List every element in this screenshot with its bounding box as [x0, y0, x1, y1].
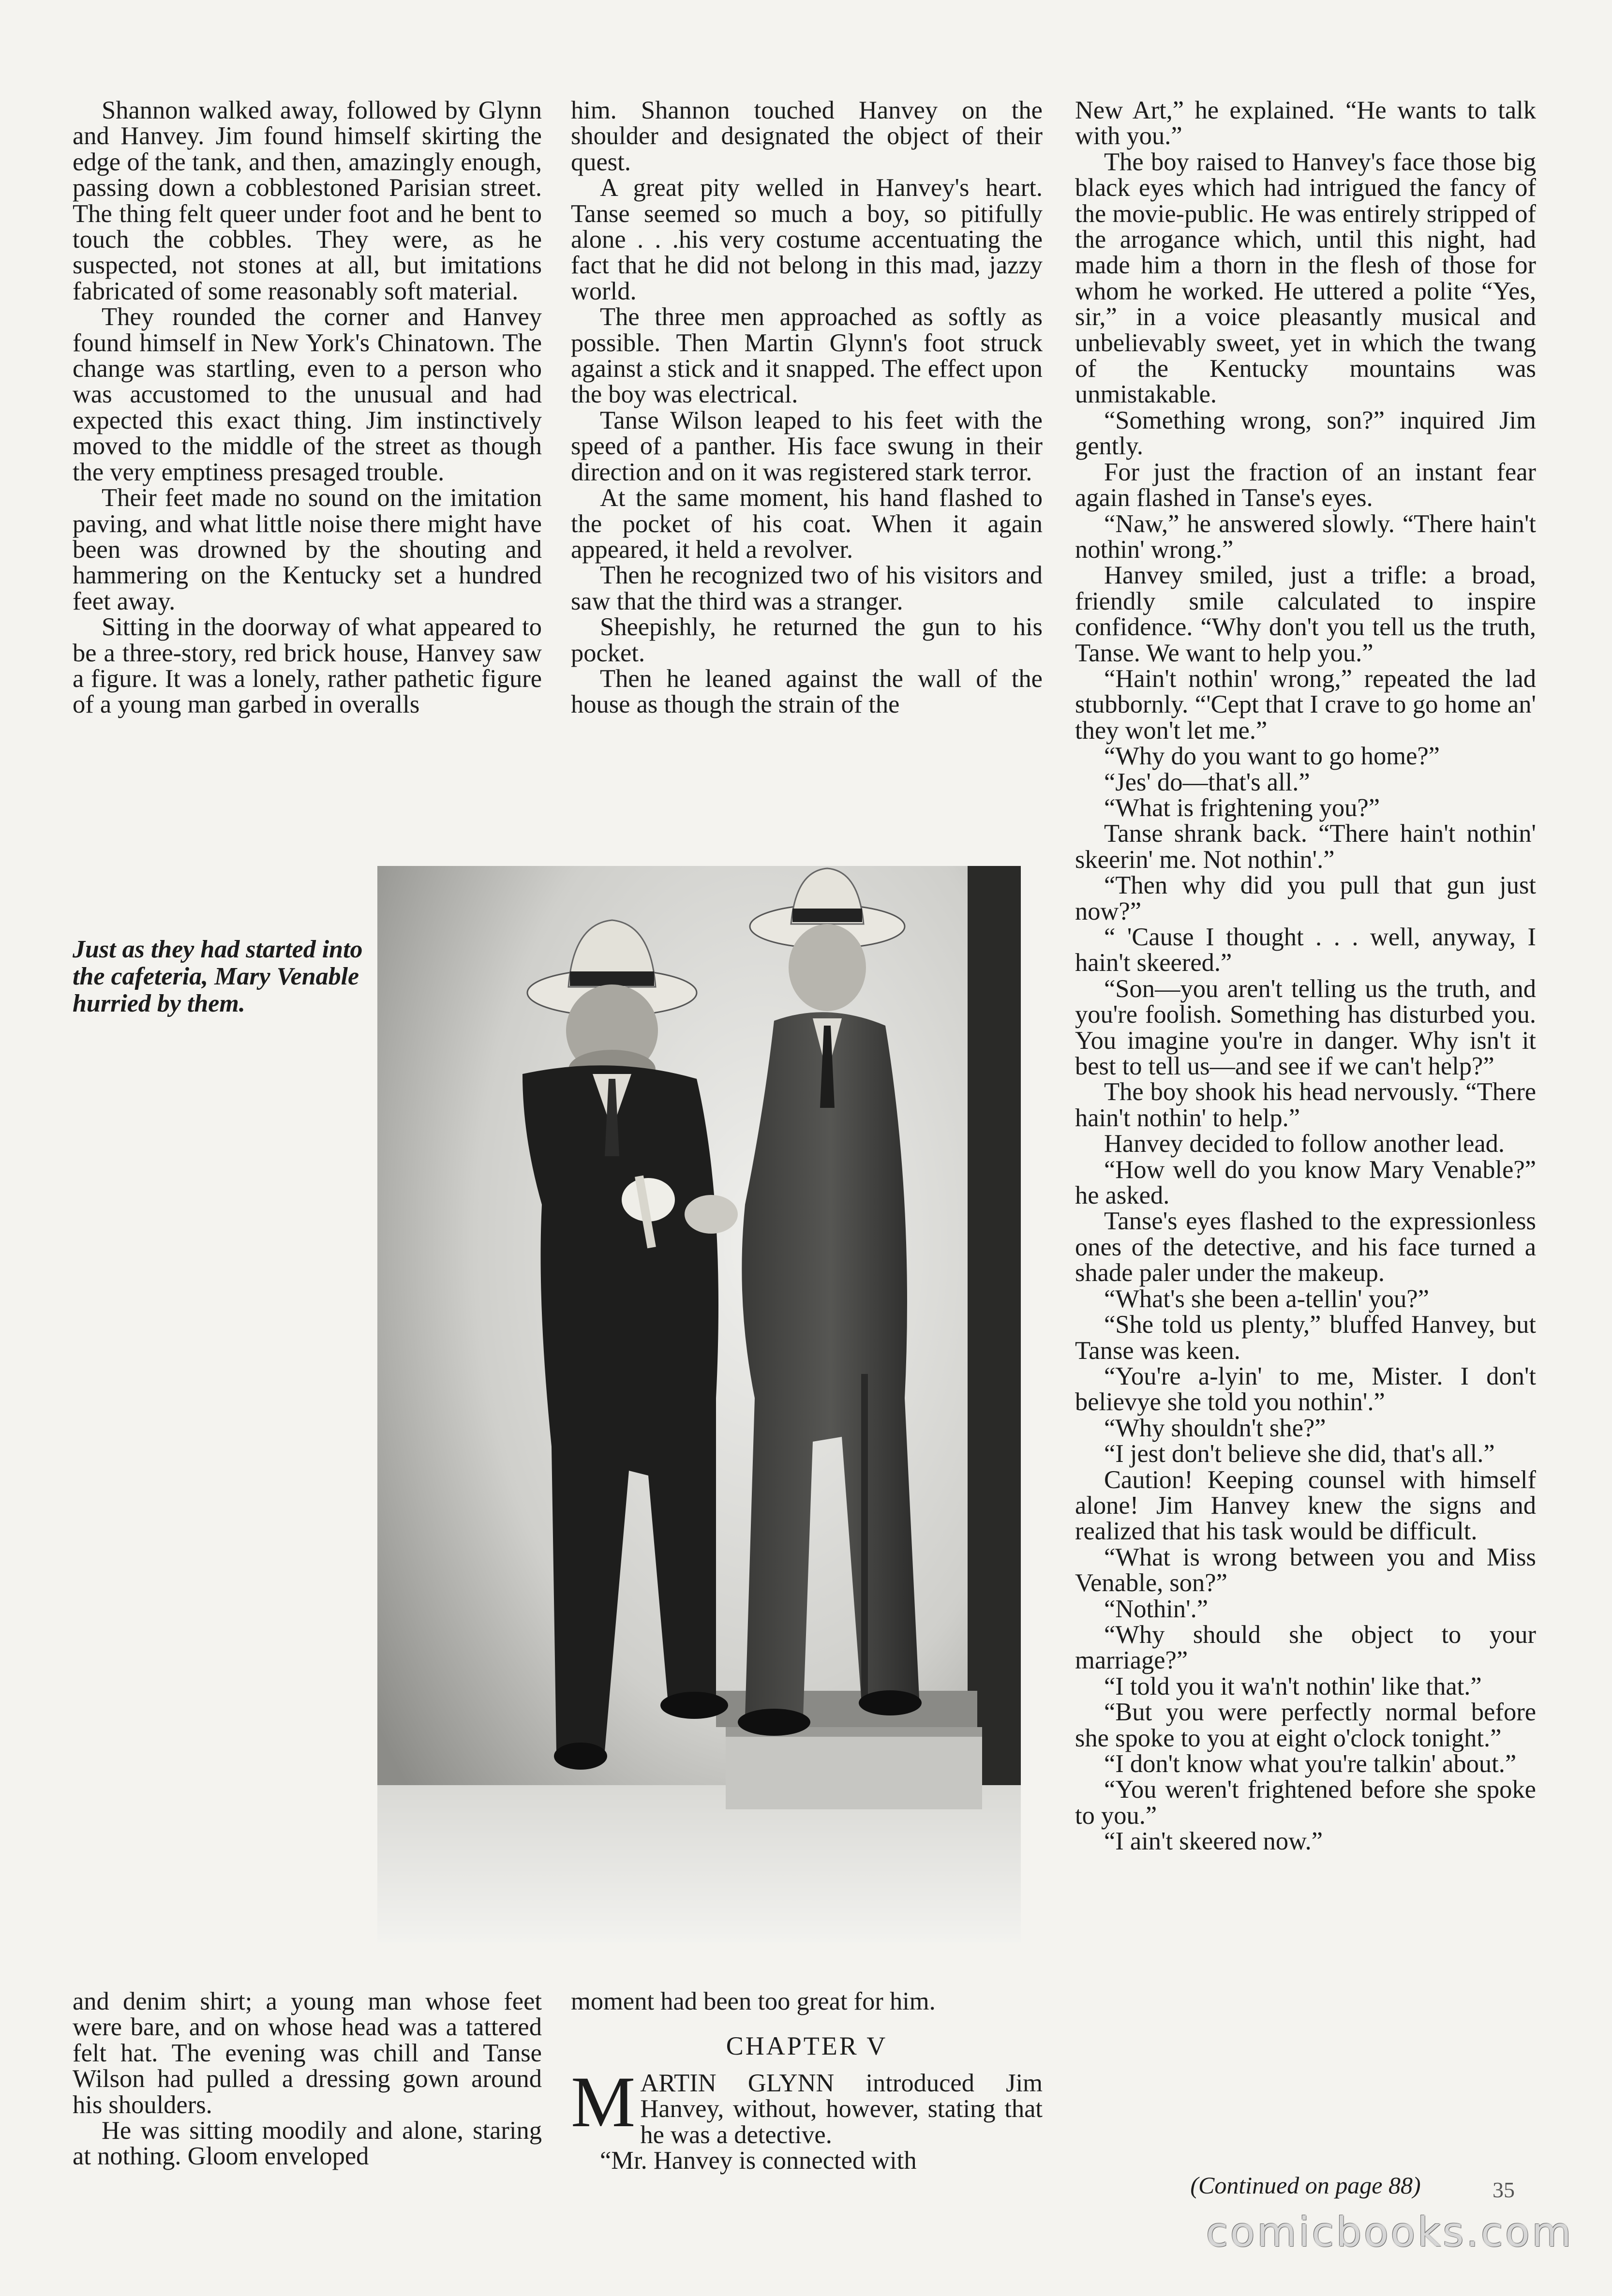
- paragraph: “Hain't nothin' wrong,” repeated the lad stubbornly. “'Cept that I crave to go home an' they won't let me.”: [1075, 664, 1536, 745]
- paragraph: Shannon walked away, followed by Glynn and Hanvey. Jim found himself skirting the edge of the tank, and then, amazingly enough, passing down a cobblestoned Parisian street. The thing felt queer under foot and he bent to touch the cobbles. They were, as he suspected, not stones at all, but imitations fabricated of some reasonably soft material.: [73, 96, 542, 305]
- paragraph: “I ain't skeered now.”: [1104, 1827, 1323, 1856]
- page-number: 35: [1493, 2177, 1515, 2202]
- photograph: [377, 866, 1021, 1942]
- paragraph: “Mr. Hanvey is connected with: [600, 2147, 917, 2175]
- paragraph: Tanse's eyes flashed to the expressionless ones of the detective, and his face turned a shade paler under the makeup.: [1075, 1207, 1536, 1287]
- paragraph: “Son—you aren't telling us the truth, and you're foolish. Something has disturbed you. You imagine you're in danger. Why isn't it best to tell us—and see if we can't help?”: [1075, 974, 1536, 1081]
- drop-cap: M: [571, 2062, 636, 2142]
- paragraph: [571, 2062, 1043, 2149]
- paragraph: For just the fraction of an instant fear again flashed in Tanse's eyes.: [1075, 458, 1536, 512]
- paragraph: “How well do you know Mary Venable?” he asked.: [1075, 1155, 1536, 1210]
- paragraph: At the same moment, his hand flashed to the pocket of his coat. When it again appeared, it held a revolver.: [571, 484, 1043, 564]
- column-1-continued: [73, 1989, 542, 2170]
- chapter-start: [571, 2062, 1043, 2175]
- paragraph: “Nothin'.”: [1104, 1595, 1209, 1623]
- column-2-continued: [571, 1989, 1043, 2014]
- paragraph: him. Shannon touched Hanvey on the shoulder and designated the object of their quest.: [571, 96, 1043, 176]
- paragraph: They rounded the corner and Hanvey found himself in New York's Chinatown. The change was startling, even to a person who was accustomed to the unusual and had expected this exact thing. Jim instinctively moved to the middle of the street as though the very emptiness presaged trouble.: [73, 303, 542, 486]
- paragraph: “Why do you want to go home?”: [1104, 742, 1440, 771]
- paragraph: The boy shook his head nervously. “There hain't nothin' to help.”: [1075, 1078, 1536, 1132]
- watermark-logo: comicbooks.com: [1206, 2208, 1573, 2256]
- paragraph: “But you were perfectly normal before she spoke to you at eight o'clock tonight.”: [1075, 1698, 1536, 1752]
- paragraph: and denim shirt; a young man whose feet were bare, and on whose head was a tattered felt hat. The evening was chill and Tanse Wilson had pulled a dressing gown around his shoulders.: [73, 1987, 542, 2119]
- paragraph: Caution! Keeping counsel with himself alone! Jim Hanvey knew the signs and realized that his task would be difficult.: [1075, 1465, 1536, 1546]
- paragraph: The boy raised to Hanvey's face those big black eyes which had intrigued the fancy of the movie-public. He was entirely stripped of the arrogance which, until this night, had made him a thorn in the flesh of those for whom he worked. He uttered a polite “Yes, sir,” in a voice pleasantly musical and unbelievably sweet, yet in which the twang of the Kentucky mountains was unmistakable.: [1075, 148, 1536, 409]
- paragraph: moment had been too great for him.: [571, 1987, 936, 2015]
- paragraph: “You weren't frightened before she spoke to you.”: [1075, 1775, 1536, 1830]
- paragraph: “She told us plenty,” bluffed Hanvey, but Tanse was keen.: [1075, 1311, 1536, 1365]
- paragraph: “ 'Cause I thought . . . well, anyway, I hain't skeered.”: [1075, 923, 1536, 977]
- paragraph: “You're a-lyin' to me, Mister. I don't believye she told you nothin'.”: [1075, 1362, 1536, 1416]
- paragraph: The three men approached as softly as possible. Then Martin Glynn's foot struck against a stick and it snapped. The effect upon the boy was electrical.: [571, 303, 1043, 409]
- column-3: [1075, 98, 1536, 1855]
- column-1: [73, 98, 542, 718]
- paragraph: “Something wrong, son?” inquired Jim gently.: [1075, 406, 1536, 461]
- paragraph: “Naw,” he answered slowly. “There hain't nothin' wrong.”: [1075, 509, 1536, 564]
- paragraph: A great pity welled in Hanvey's heart. Tanse seemed so much a boy, so pitifully alone . . .his very costume accentuating the fact that he did not belong in this mad, jazzy world.: [571, 174, 1043, 305]
- column-2: [571, 98, 1043, 718]
- paragraph: “I jest don't believe she did, that's all.”: [1104, 1440, 1495, 1468]
- chapter-heading: CHAPTER V: [726, 2031, 888, 2060]
- paragraph: “Why should she object to your marriage?”: [1075, 1620, 1536, 1675]
- paragraph: New Art,” he explained. “He wants to talk with you.”: [1075, 96, 1536, 150]
- paragraph: Sheepishly, he returned the gun to his pocket.: [571, 613, 1043, 667]
- paragraph: Then he recognized two of his visitors and saw that the third was a stranger.: [571, 561, 1043, 615]
- paragraph: Tanse shrank back. “There hain't nothin' skeerin' me. Not nothin'.”: [1075, 820, 1536, 874]
- continued-note: (Continued on page 88): [1190, 2172, 1421, 2199]
- paragraph: Then he leaned against the wall of the house as though the strain of the: [571, 664, 1043, 719]
- paragraph-text: ARTIN GLYNN introduced Jim Hanvey, without, however, stating that he was a detective.: [640, 2069, 1043, 2149]
- paragraph: Hanvey decided to follow another lead.: [1104, 1130, 1505, 1158]
- paragraph: “I don't know what you're talkin' about.”: [1104, 1750, 1517, 1778]
- paragraph: “What is frightening you?”: [1104, 793, 1380, 822]
- paragraph: “Then why did you pull that gun just now?”: [1075, 871, 1536, 925]
- paragraph: “Jes' do—that's all.”: [1104, 768, 1310, 796]
- paragraph: Their feet made no sound on the imitation paving, and what little noise there might have been was drowned by the shouting and hammering on the Kentucky set a hundred feet away.: [73, 484, 542, 615]
- paragraph: “Why shouldn't she?”: [1104, 1414, 1326, 1442]
- paragraph: Tanse Wilson leaped to his feet with the speed of a panther. His face swung in their direction and on it was registered stark terror.: [571, 406, 1043, 486]
- paragraph: “I told you it wa'n't nothin' like that.”: [1104, 1672, 1482, 1700]
- photo-caption: Just as they had started into the cafeteria, Mary Venable hurried by them.: [73, 936, 363, 1017]
- paragraph: “What's she been a-tellin' you?”: [1104, 1284, 1429, 1313]
- paragraph: Sitting in the doorway of what appeared to be a three-story, red brick house, Hanvey saw a figure. It was a lonely, rather pathetic figure of a young man garbed in overalls: [73, 613, 542, 719]
- paragraph: He was sitting moodily and alone, staring at nothing. Gloom enveloped: [73, 2117, 542, 2171]
- paragraph: “What is wrong between you and Miss Venable, son?”: [1075, 1543, 1536, 1597]
- paragraph: Hanvey smiled, just a trifle: a broad, friendly smile calculated to inspire confidence. “Why don't you tell us the truth, Tanse. We want to help you.”: [1075, 561, 1536, 667]
